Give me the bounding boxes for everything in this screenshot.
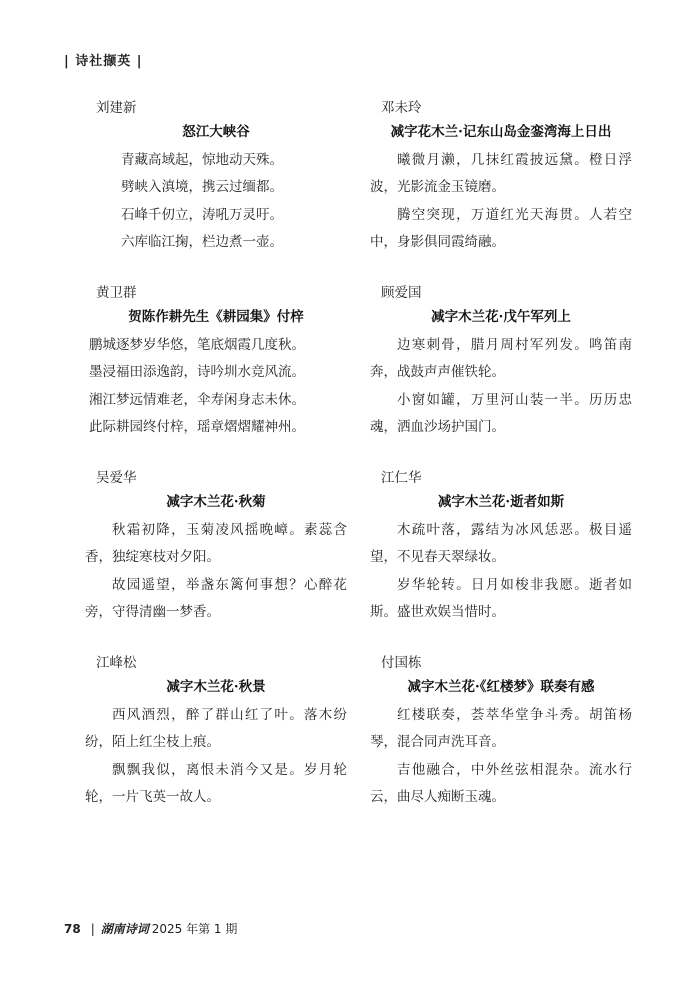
poem-title: 减字木兰花·戊午军列上 <box>431 309 571 325</box>
poem-line: 鹏城逐梦岁华悠，笔底烟霞几度秋。 <box>89 337 305 353</box>
journal-logo: 湖南诗词 <box>100 922 149 936</box>
poem-author: 江峰松 <box>96 655 137 671</box>
poem-stanza: 小窗如罐，万里河山装一半。历历忠魂，洒血沙场护国门。 <box>370 391 632 436</box>
poem-block <box>85 654 347 839</box>
section-header: | 诗社撷英 | <box>64 54 143 69</box>
poem-line: 墨浸福田添逸韵，诗吟圳水竞风流。 <box>89 364 305 381</box>
poem-author: 邓未玲 <box>381 100 422 116</box>
poem-title: 减字花木兰·记东山岛金銮湾海上日出 <box>390 124 612 140</box>
page-number: 78 <box>64 922 81 936</box>
poem-author: 吴爱华 <box>96 470 137 486</box>
poem-block <box>370 99 632 284</box>
poem-title: 减字木兰花·逝者如斯 <box>437 494 565 510</box>
poem-body <box>370 147 632 257</box>
poem-author: 黄卫群 <box>96 285 137 301</box>
poem-block <box>85 284 347 469</box>
poem-line: 劈峡入滇境，携云过缅都。 <box>121 179 283 196</box>
poem-stanza: 吉他融合，中外丝弦相混杂。流水行云，曲尽人痴断玉魂。 <box>370 761 632 806</box>
poem-author: 刘建新 <box>96 100 137 116</box>
poem-stanza: 木疏叶落，露结为冰风恁恶。极目遥望，不见春天翠绿妆。 <box>370 522 632 566</box>
poem-block <box>85 469 347 654</box>
poem-body <box>370 702 632 812</box>
poem-title: 减字木兰花·秋菊 <box>166 494 266 510</box>
poem-stanza: 飘飘我似，离恨未消今又是。岁月轮轮，一片飞英一故人。 <box>85 761 347 806</box>
right-column <box>370 99 632 839</box>
poem-line: 此际耕园终付梓，瑶章熠熠耀神州。 <box>89 419 305 436</box>
poem-title: 减字木兰花·秋景 <box>166 679 266 695</box>
poem-author: 顾爱国 <box>381 285 422 301</box>
poem-line: 石峰千仞立，涛吼万灵吁。 <box>121 206 283 223</box>
poem-block <box>370 654 632 839</box>
page-footer: 78 | 湖南诗词 2025 年第 1 期 <box>64 922 238 936</box>
poem-stanza: 西风酒烈，醉了群山红了叶。落木纷纷，陌上红尘枝上痕。 <box>85 707 347 751</box>
poem-stanza: 腾空突现，万道红光天海贯。人若空中，身影俱同霞绮融。 <box>370 206 632 251</box>
poem-block <box>370 469 632 654</box>
poem-title: 怒江大峡谷 <box>182 124 250 140</box>
poem-stanza: 故园遥望，举盏东篱何事想？心醉花旁，守得清幽一梦香。 <box>85 576 347 621</box>
poem-line: 青藏高域起，惊地动天殊。 <box>121 152 283 168</box>
poem-block <box>370 284 632 469</box>
left-column <box>85 99 347 839</box>
poem-body <box>370 517 632 627</box>
poem-line: 六库临江掬，栏边煮一壶。 <box>121 234 283 251</box>
poem-stanza: 边寒刺骨，腊月周村军列发。鸣笛南奔，战鼓声声催铁轮。 <box>370 337 632 381</box>
poem-body <box>85 332 347 442</box>
poem-author: 江仁华 <box>381 470 422 486</box>
poem-line: 湘江梦远情难老，伞寿闲身志未休。 <box>89 391 305 408</box>
poem-author: 付国栋 <box>381 655 422 671</box>
poem-title: 贺陈作耕先生《耕园集》付梓 <box>128 309 304 325</box>
poem-body <box>85 702 347 812</box>
poem-body <box>85 147 347 257</box>
poem-body <box>85 517 347 627</box>
poem-block <box>85 99 347 284</box>
poem-stanza: 曦微月濑，几抹红霞披远黛。橙日浮波，光影流金玉镜磨。 <box>370 152 632 196</box>
poem-stanza: 岁华轮转。日月如梭非我愿。逝者如斯。盛世欢娱当惜时。 <box>370 576 632 621</box>
issue-label: 2025 年第 1 期 <box>151 922 238 936</box>
poem-stanza: 红楼联奏，荟萃华堂争斗秀。胡笛杨琴，混合同声洗耳音。 <box>370 707 632 751</box>
poem-stanza: 秋霜初降，玉菊凌风摇晚嶂。素蕊含香，独绽寒枝对夕阳。 <box>85 522 347 566</box>
poem-title: 减字木兰花·《红楼梦》联奏有感 <box>407 679 595 695</box>
poem-body <box>370 332 632 442</box>
